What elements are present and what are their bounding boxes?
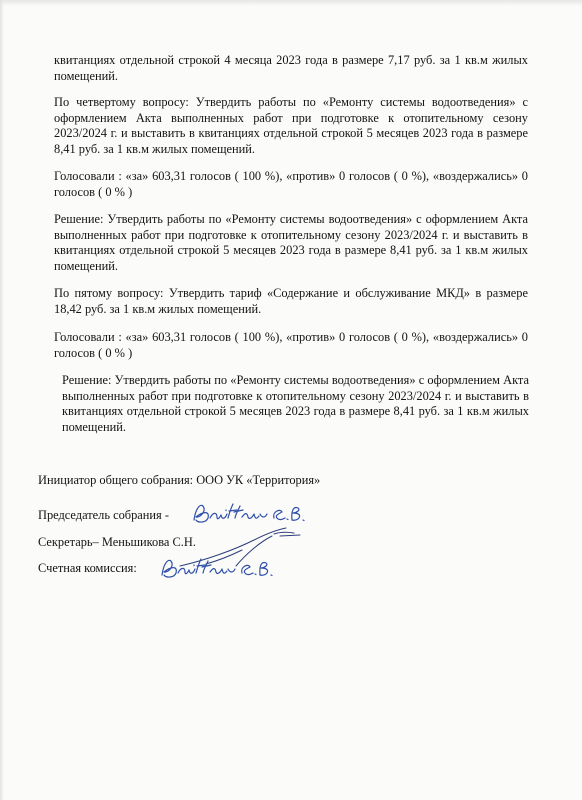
scan-top-shadow — [0, 0, 582, 6]
paragraph-continuation: квитанциях отдельной строкой 4 месяца 2023 года в размере 7,17 руб. за 1 кв.м жилых помещений. — [54, 53, 528, 83]
chairman-line: Председатель собрания - — [38, 508, 169, 522]
paragraph-question-4: По четвертому вопросу: Утвердить работы по «Ремонту системы водоотведения» с оформлением Акта выполненных работ при подготовке к отопительному сезону 2023/2024 г. и выставить в квитанциях отдельной строкой 5 месяцев 2023 года в размере 8,41 руб. за 1 кв.м жилых помещений. — [54, 95, 528, 156]
chairman-handwritten-signature — [190, 496, 310, 530]
scan-left-shadow — [0, 0, 4, 800]
initiator-line: Инициатор общего собрания: ООО УК «Территория» — [38, 473, 321, 487]
paragraph-vote-5: Голосовали : «за» 603,31 голосов ( 100 %), «против» 0 голосов ( 0 %), «воздержались» 0 голосов ( 0 % ) — [54, 330, 528, 360]
paragraph-vote-4: Голосовали : «за» 603,31 голосов ( 100 %), «против» 0 голосов ( 0 %), «воздержались» 0 голосов ( 0 % ) — [54, 169, 528, 199]
paragraph-decision-4: Решение: Утвердить работы по «Ремонту системы водоотведения» с оформлением Акта выполненных работ при подготовке к отопительному сезону 2023/2024 г. и выставить в квитанциях отдельной строкой 5 месяцев 2023 года в размере 8,41 руб. за 1 кв.м жилых помещений. — [54, 212, 528, 273]
paragraph-decision-5: Решение: Утвердить работы по «Ремонту системы водоотведения» с оформлением Акта выполненных работ при подготовке к отопительному сезону 2023/2024 г. и выставить в квитанциях отдельной строкой 5 месяцев 2023 года в размере 8,41 руб. за 1 кв.м жилых помещений. — [62, 373, 529, 434]
paragraph-question-5: По пятому вопросу: Утвердить тариф «Содержание и обслуживание МКД» в размере 18,42 руб. за 1 кв.м жилых помещений. — [54, 286, 528, 316]
counting-commission-handwritten-signature — [158, 552, 283, 584]
secretary-line: Секретарь– Меньшикова С.Н. — [38, 535, 196, 549]
counting-commission-line: Счетная комиссия: — [38, 561, 137, 575]
